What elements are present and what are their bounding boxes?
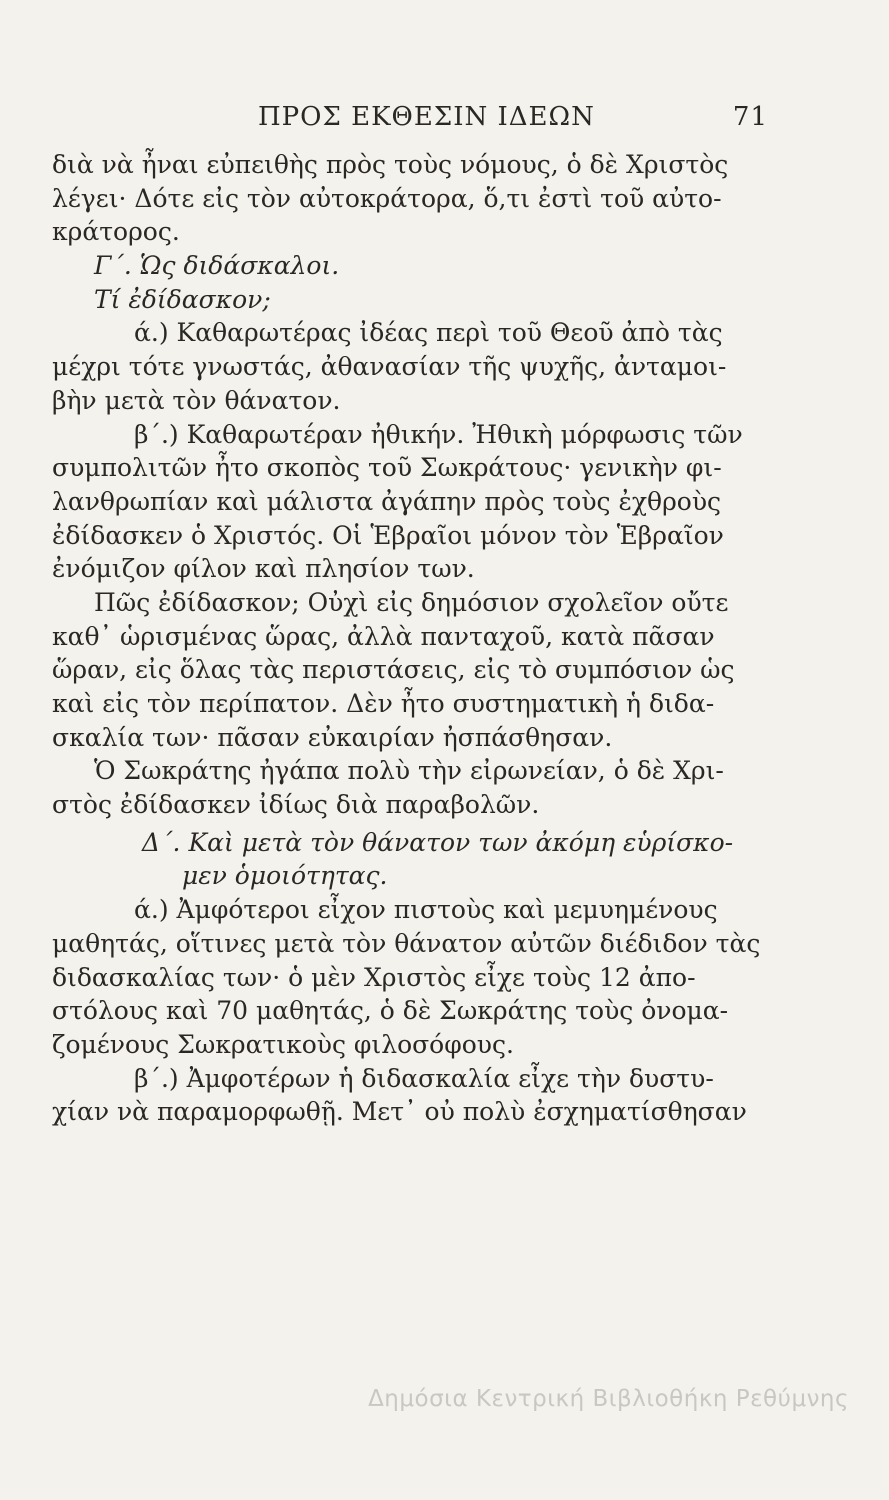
section-heading-delta: Δ΄. Καὶ μετὰ τὸν θάνατον των ἀκόμη εὑρίσκο- [142, 827, 734, 857]
page-number: 71 [732, 102, 768, 132]
text-line: συμπολιτῶν ἦτο σκοπὸς τοῦ Σωκράτους· γενικὴν φι- [52, 453, 722, 483]
text-line: βὴν μετὰ τὸν θάνατον. [52, 385, 341, 415]
text-line: ὥραν, εἰς ὅλας τὰς περιστάσεις, εἰς τὸ συμπόσιον ὡς [52, 655, 735, 685]
text-line: λέγει· Δότε εἰς τὸν αὐτοκράτορα, ὅ,τι ἐστὶ τοῦ αὐτο- [52, 183, 722, 213]
text-line: ά.) Καθαρωτέρας ἰδέας περὶ τοῦ Θεοῦ ἀπὸ τὰς [134, 318, 723, 348]
subheading: Τί ἐδίδασκον; [94, 284, 271, 314]
text-line: διὰ νὰ ἦναι εὐπειθὴς πρὸς τοὺς νόμους, ὁ δὲ Χριστὸς [52, 150, 729, 179]
text-line: χίαν νὰ παραμορφωθῇ. Μετ᾽ οὐ πολὺ ἐσχηματίσθησαν [52, 1097, 747, 1127]
text-line: ζομένους Σωκρατικοὺς φιλοσόφους. [52, 1029, 514, 1059]
text-line: ἐδίδασκεν ὁ Χριστός. Οἱ Ἑβραῖοι μόνον τὸν Ἑβραῖον [52, 520, 724, 550]
text-line: σκαλία των· πᾶσαν εὐκαιρίαν ἠσπάσθησαν. [52, 722, 613, 752]
running-title: ΠΡΟΣ ΕΚΘΕΣΙΝ ΙΔΕΩΝ [258, 102, 595, 132]
text-line: Ὁ Σωκράτης ἠγάπα πολὺ τὴν εἰρωνείαν, ὁ δὲ Χρι- [94, 756, 724, 786]
section-heading-delta-cont: μεν ὁμοιότητας. [182, 861, 388, 891]
body-text [52, 148, 764, 1129]
text-line: β΄.) Ἀμφοτέρων ἡ διδασκαλία εἶχε τὴν δυστυ- [134, 1063, 714, 1093]
text-line: μέχρι τότε γνωστάς, ἀθανασίαν τῆς ψυχῆς, ἀνταμοι- [52, 352, 727, 382]
text-line: διδασκαλίας των· ὁ μὲν Χριστὸς εἶχε τοὺς 12 ἀπο- [52, 962, 696, 992]
text-line: ἐνόμιζον φίλον καὶ πλησίον των. [52, 554, 475, 584]
library-watermark: Δημόσια Κεντρική Βιβλιοθήκη Ρεθύμνης [368, 1386, 849, 1412]
text-line: κράτορος. [52, 217, 180, 247]
text-line: λανθρωπίαν καὶ μάλιστα ἀγάπην πρὸς τοὺς ἐχθροὺς [52, 486, 722, 516]
text-line: στόλους καὶ 70 μαθητάς, ὁ δὲ Σωκράτης τοὺς ὀνομα- [52, 996, 729, 1026]
text-line: μαθητάς, οἵτινες μετὰ τὸν θάνατον αὐτῶν διέδιδον τὰς [52, 928, 761, 958]
text-line: καθ᾽ ὡρισμένας ὥρας, ἀλλὰ πανταχοῦ, κατὰ πᾶσαν [52, 621, 715, 651]
text-line: στὸς ἐδίδασκεν ἰδίως διὰ παραβολῶν. [52, 790, 540, 820]
text-line: καὶ εἰς τὸν περίπατον. Δὲν ἦτο συστηματικὴ ἡ διδα- [52, 689, 715, 718]
text-line: ά.) Ἀμφότεροι εἶχον πιστοὺς καὶ μεμυημένους [134, 895, 718, 925]
text-line: Πῶς ἐδίδασκον; Οὐχὶ εἰς δημόσιον σχολεῖον οὔτε [94, 587, 729, 617]
section-heading-gamma: Γ΄. Ὡς διδάσκαλοι. [94, 251, 340, 281]
text-line: β΄.) Καθαρωτέραν ἠθικήν. Ἠθικὴ μόρφωσις τῶν [134, 419, 743, 449]
